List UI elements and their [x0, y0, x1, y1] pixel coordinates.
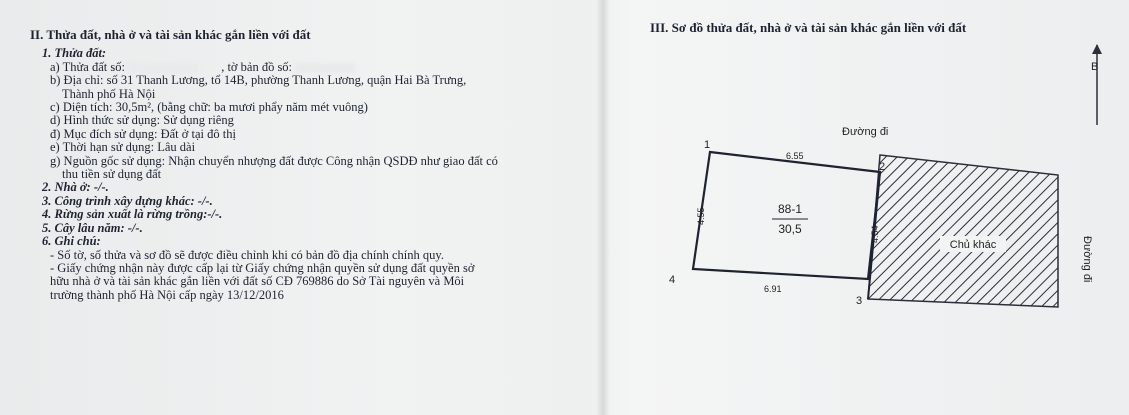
address-line-2: Thành phố Hà Nội — [62, 86, 156, 101]
redacted-map-number — [295, 63, 355, 73]
usage-purpose-line: đ) Mục đích sử dụng: Đất ở tại đô thị — [50, 126, 236, 141]
north-arrow-icon — [1092, 44, 1102, 125]
point-label-3: 3 — [856, 295, 863, 307]
parcel-id: 88-1 — [777, 202, 803, 216]
road-right-label: Đường đi — [1081, 236, 1093, 283]
parcel-area: 30,5 — [778, 222, 802, 236]
usage-form-line: d) Hình thức sử dụng: Sử dụng riêng — [50, 113, 234, 128]
page-fold — [596, 0, 610, 415]
trees-line: 5. Cây lâu năm: -/-. — [42, 220, 143, 235]
parcel-diagram — [640, 40, 1129, 415]
north-label: B — [1091, 61, 1099, 73]
dim-right: 4.54 — [870, 225, 880, 243]
neighbor-parcel — [868, 155, 1058, 307]
road-top-label: Đường đi — [842, 126, 889, 138]
other-owner-label: Chủ khác — [949, 239, 997, 251]
area-line: c) Diện tích: 30,5m², (bằng chữ: ba mươi phẩy năm mét vuông) — [50, 100, 368, 115]
map-sheet-label: , tờ bản đồ số: — [221, 59, 293, 74]
parcel-number-label: a) Thửa đất số: — [50, 59, 125, 74]
diagram-title: III. Sơ đồ thửa đất, nhà ở và tài sản khác gắn liền với đất — [650, 20, 967, 35]
point-label-4: 4 — [669, 274, 676, 286]
note-2-line-3: trường thành phố Hà Nội cấp ngày 13/12/2016 — [50, 287, 284, 302]
address-line-1: b) Địa chỉ: số 31 Thanh Lương, tổ 14B, phường Thanh Lương, quận Hai Bà Trưng, — [50, 73, 467, 88]
note-1: - Số tờ, số thửa và sơ đồ sẽ được điều chỉnh khi có bản đồ địa chính chính quy. — [50, 247, 444, 262]
note-2-line-1: - Giấy chứng nhận này được cấp lại từ Giấy chứng nhận quyền sử dụng đất quyền sở — [50, 260, 475, 275]
usage-term-line: e) Thời hạn sử dụng: Lâu dài — [50, 140, 196, 155]
section-land-info — [30, 28, 590, 302]
dim-top: 6.55 — [786, 151, 804, 161]
point-label-2: 2 — [879, 161, 886, 173]
origin-line-2: thu tiền sử dụng đất — [62, 167, 162, 182]
dim-bottom: 6.91 — [764, 284, 782, 294]
section-title: II. Thửa đất, nhà ở và tài sản khác gắn liền với đất — [30, 27, 311, 42]
origin-line-1: g) Nguồn gốc sử dụng: Nhận chuyển nhượng đất được Công nhận QSDĐ như giao đất có — [50, 153, 498, 168]
notes-heading: 6. Ghi chú: — [42, 234, 101, 249]
land-heading: 1. Thửa đất: — [42, 46, 107, 61]
note-2-line-2: hữu nhà ở và tài sản khác gắn liền với đất số CĐ 769886 do Sở Tài nguyên và Môi — [50, 274, 465, 289]
point-label-1: 1 — [704, 139, 711, 151]
redacted-parcel-number — [128, 63, 198, 73]
forest-line: 4. Rừng sản xuất là rừng trồng:-/-. — [42, 207, 223, 222]
construction-line: 3. Công trình xây dựng khác: -/-. — [42, 193, 213, 208]
parcel-number-line — [30, 61, 590, 74]
house-line: 2. Nhà ở: -/-. — [42, 180, 109, 195]
dim-left: 4.55 — [696, 207, 706, 225]
